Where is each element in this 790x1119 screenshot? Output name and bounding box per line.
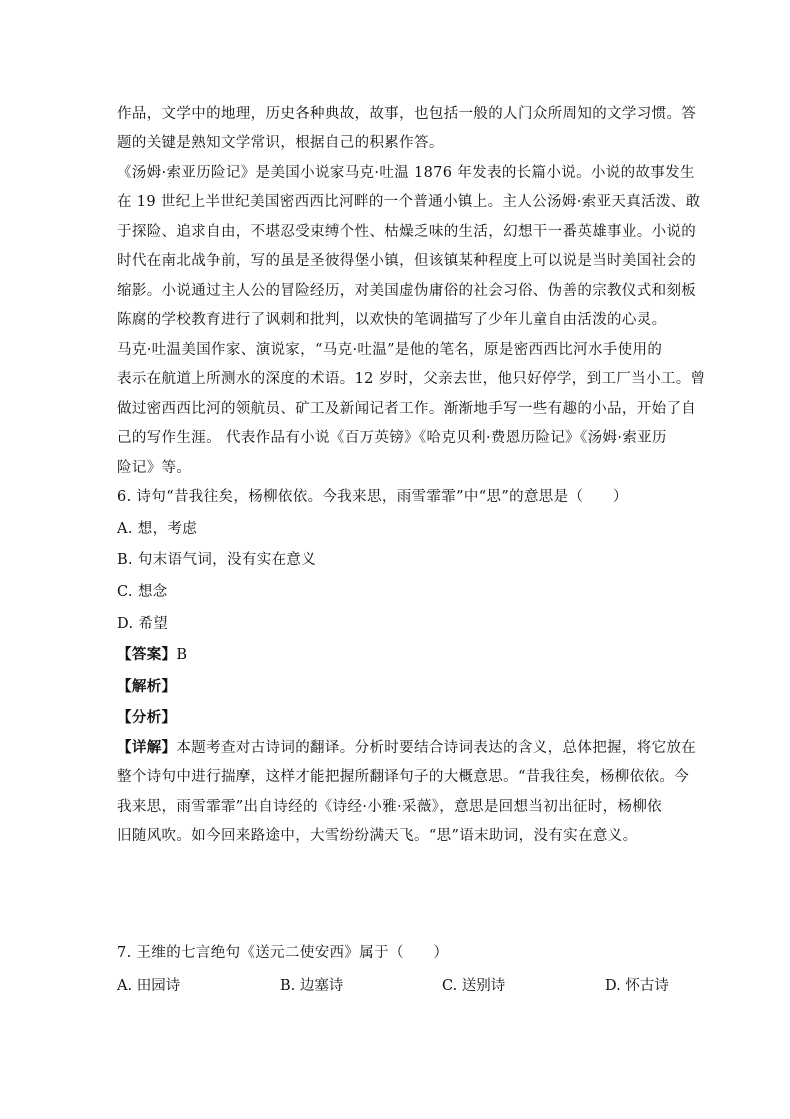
detail-label: 【详解】 bbox=[117, 739, 177, 756]
paragraph-3-line-5: 险记》等。 bbox=[117, 460, 192, 476]
question-7-option-d: D. 怀古诗 bbox=[605, 978, 669, 994]
paragraph-3-line-4: 己的写作生涯。 代表作品有小说《百万英镑》《哈克贝利·费恩历险记》《汤姆·索亚历 bbox=[117, 430, 667, 446]
question-6-option-a: A. 想，考虑 bbox=[117, 521, 198, 537]
detail-text-1: 本题考查对古诗词的翻译。分析时要结合诗词表达的含义，总体把握，将它放在 bbox=[176, 740, 697, 756]
question-6-option-b: B. 句末语气词，没有实在意义 bbox=[117, 552, 317, 568]
question-7-option-b: B. 边塞诗 bbox=[280, 978, 344, 994]
detail-line-3: 我来思，雨雪霏霏”出自诗经的《诗经·小雅·采薇》，意思是回想当初出征时，杨柳依 bbox=[117, 799, 663, 815]
detail-line-1 bbox=[117, 738, 697, 758]
paragraph-2-line-1: 《汤姆·索亚历险记》是美国小说家马克·吐温 1876 年发表的长篇小说。小说的故事发生 bbox=[117, 165, 695, 181]
question-6-stem: 6. 诗句“昔我往矣，杨柳依依。今我来思，雨雪霏霏”中“思”的意思是（ ） bbox=[117, 489, 628, 505]
paragraph-2-line-6: 陈腐的学校教育进行了讽刺和批判，以欢快的笔调描写了少年儿童自由活泼的心灵。 bbox=[117, 312, 667, 328]
paragraph-2-line-5: 缩影。小说通过主人公的冒险经历，对美国虚伪庸俗的社会习俗、伪善的宗教仪式和刻板 bbox=[117, 283, 697, 299]
question-7-option-a: A. 田园诗 bbox=[117, 978, 181, 994]
answer-value: B bbox=[176, 647, 188, 663]
question-6-option-c: C. 想念 bbox=[117, 584, 168, 600]
question-7-option-c: C. 送别诗 bbox=[442, 978, 506, 994]
fenxi-label: 【分析】 bbox=[117, 709, 177, 726]
question-6-option-d: D. 希望 bbox=[117, 616, 169, 632]
paragraph-2-line-3: 于探险、追求自由，不堪忍受束缚个性、枯燥乏味的生活，幻想干一番英雄事业。小说的 bbox=[117, 224, 697, 240]
question-7-stem: 7. 王维的七言绝句《送元二使安西》属于（ ） bbox=[117, 945, 449, 961]
paragraph-3-line-3: 做过密西西比河的领航员、矿工及新闻记者工作。渐渐地手写一些有趣的小品，开始了自 bbox=[117, 401, 697, 417]
detail-line-2: 整个诗句中进行揣摩，这样才能把握所翻译句子的大概意思。“昔我往矣，杨柳依依。今 bbox=[117, 769, 690, 785]
answer-label: 【答案】 bbox=[117, 646, 177, 663]
answer-row bbox=[117, 645, 677, 665]
paragraph-3-line-2: 表示在航道上所测水的深度的术语。12 岁时，父亲去世，他只好停学，到工厂当小工。曾 bbox=[117, 371, 706, 387]
paragraph-3-line-1: 马克·吐温美国作家、演说家，“马克·吐温”是他的笔名，原是密西西比河水手使用的 bbox=[117, 342, 663, 358]
paragraph-2-line-2: 在 19 世纪上半世纪美国密西西比河畔的一个普通小镇上。主人公汤姆·索亚天真活泼、敢 bbox=[117, 194, 701, 210]
analysis-label: 【解析】 bbox=[117, 678, 177, 695]
paragraph-2-line-4: 时代在南北战争前，写的虽是圣彼得堡小镇，但该镇某种程度上可以说是当时美国社会的 bbox=[117, 253, 697, 269]
paragraph-1-line-2: 题的关键是熟知文学常识，根据自己的积累作答。 bbox=[117, 135, 444, 151]
paragraph-1-line-1: 作品，文学中的地理，历史各种典故，故事，也包括一般的人门众所周知的文学习惯。答 bbox=[117, 106, 697, 122]
detail-line-4: 旧随风吹。如今回来路途中，大雪纷纷满天飞。“思”语末助词，没有实在意义。 bbox=[117, 828, 638, 844]
